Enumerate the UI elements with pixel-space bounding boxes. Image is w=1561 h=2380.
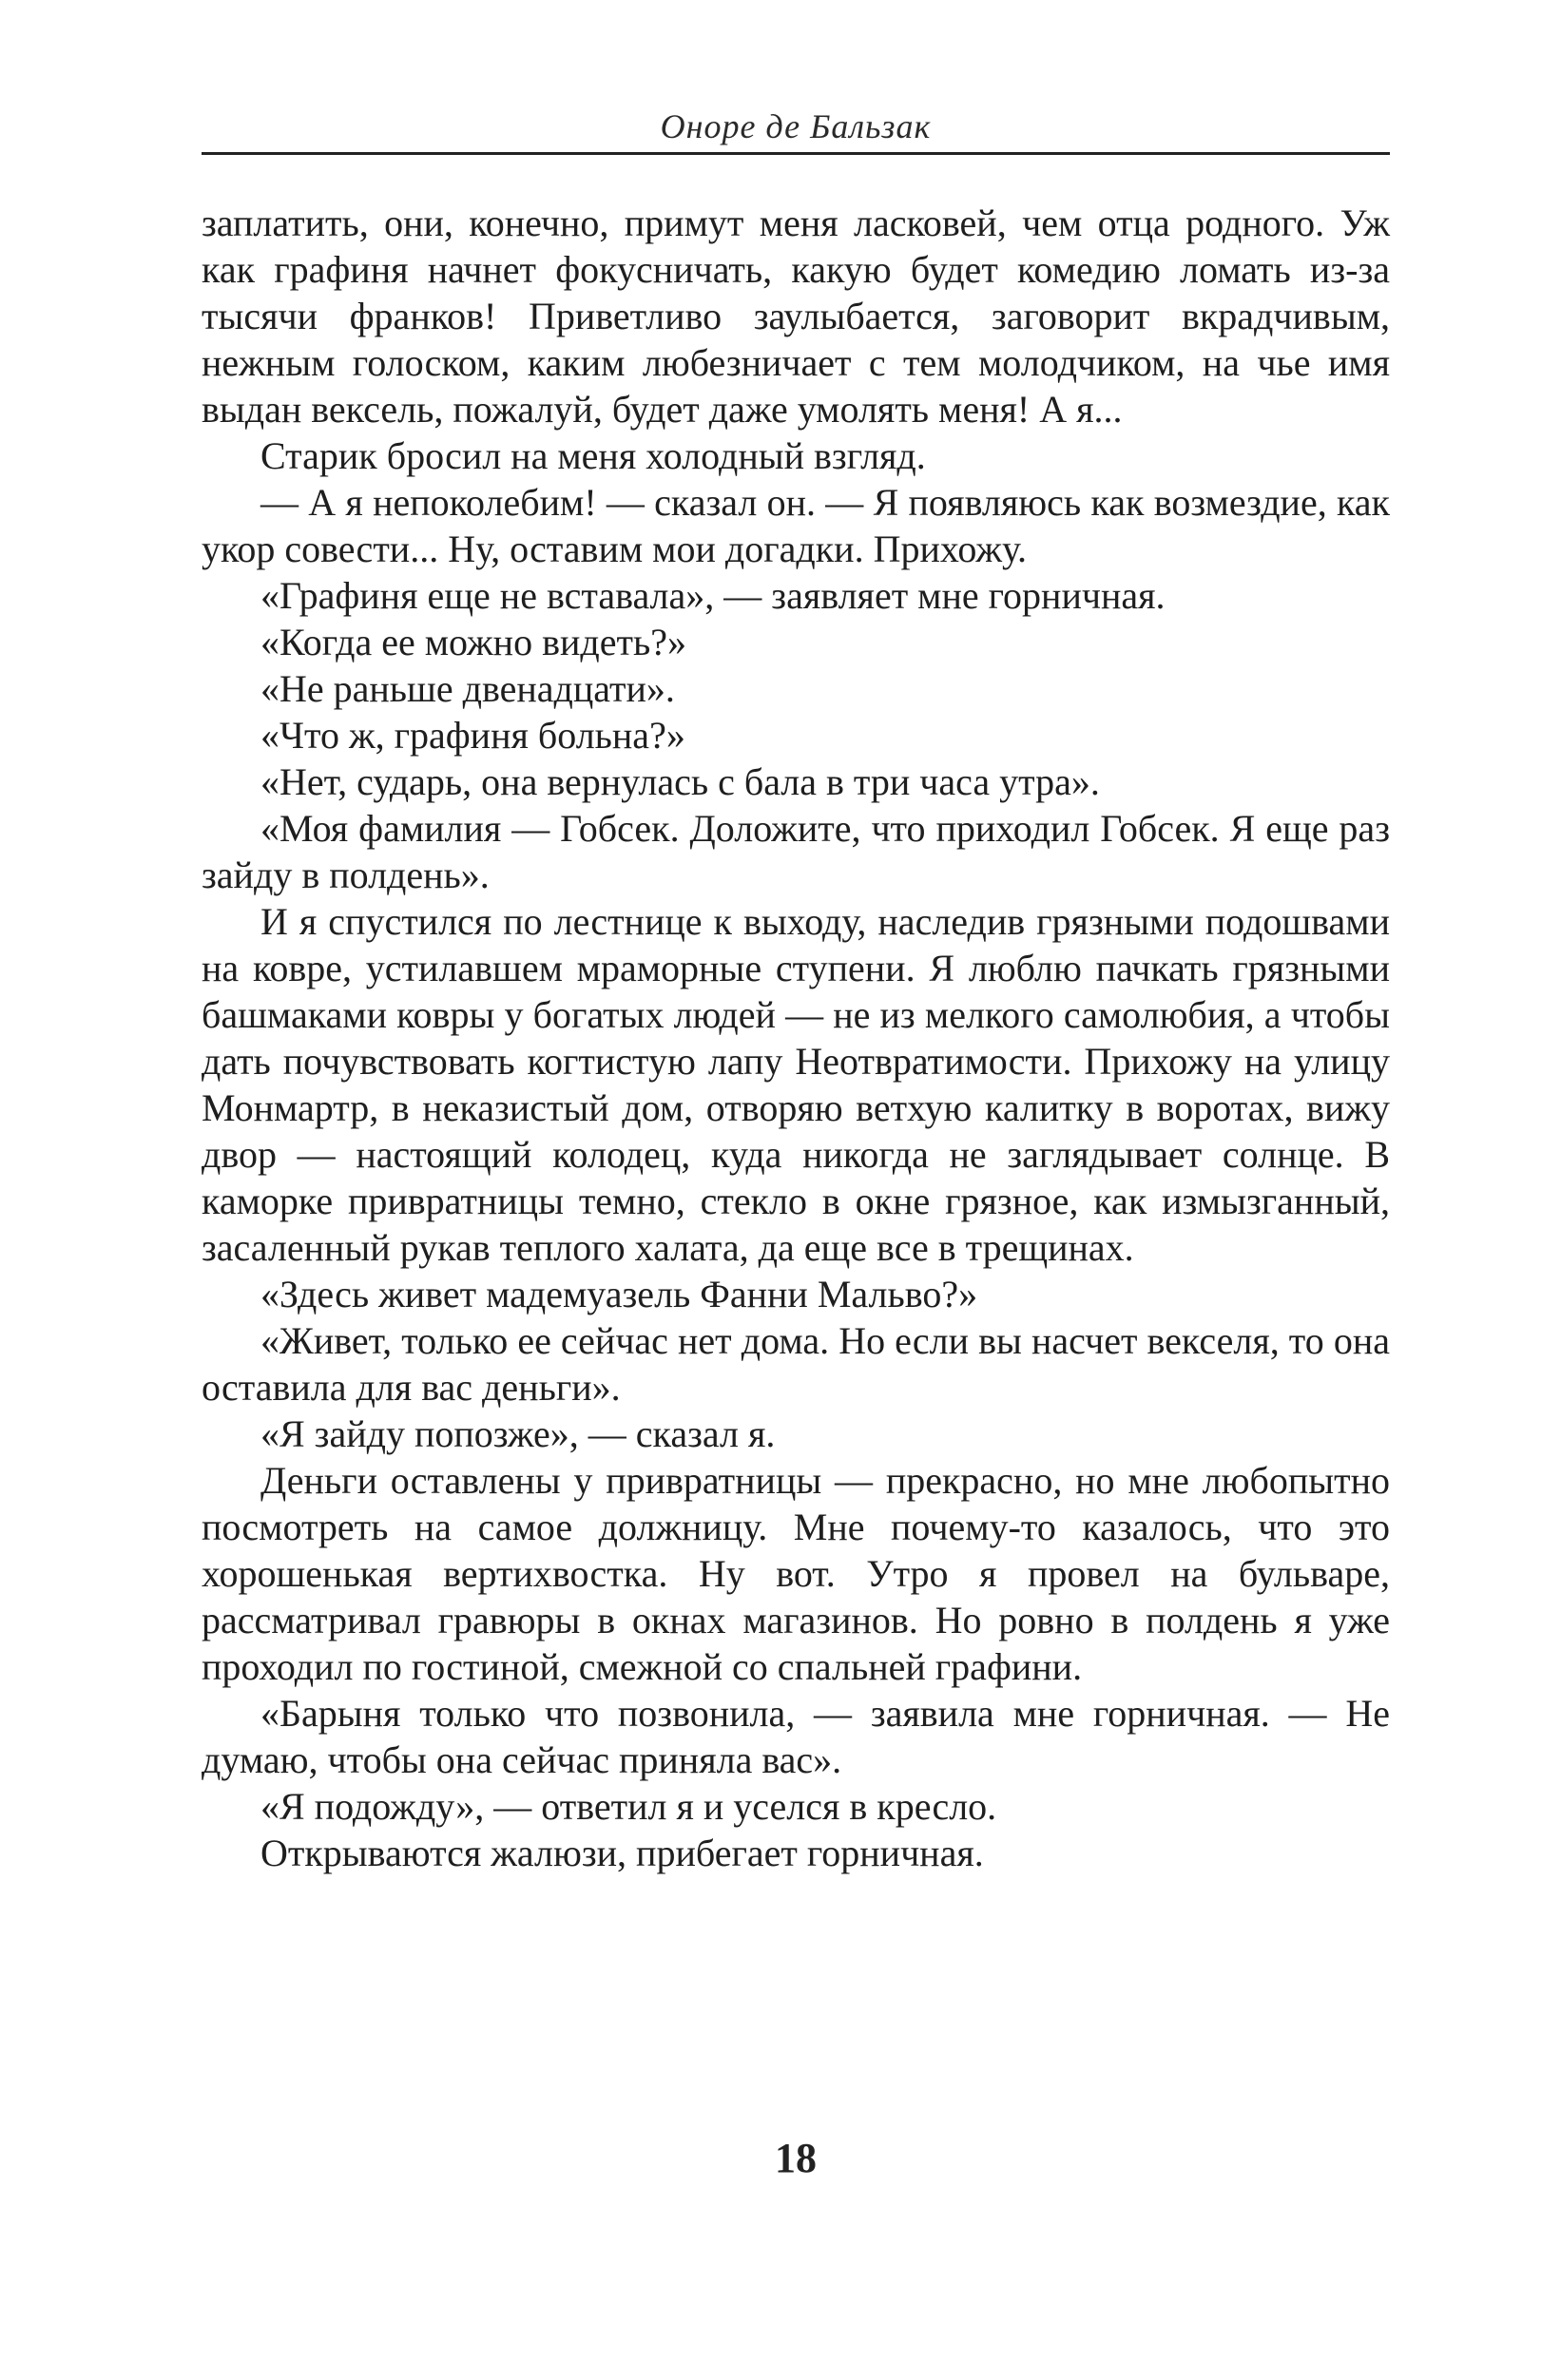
paragraph: Деньги оставлены у привратницы — прекрасно, но мне любопытно посмотреть на самое должницу. Мне почему-то казалось, что это хорошенькая вертихвостка. Ну вот. Утро я провел на бульваре, рассматривал гравюры в окнах магазинов. Но ровно в полдень я уже проходил по гостиной, смежной со спальней графини. xyxy=(202,1459,1390,1688)
paragraph: «Когда ее можно видеть?» xyxy=(260,621,686,663)
paragraph: «Нет, сударь, она вернулась с бала в три часа утра». xyxy=(260,760,1100,803)
paragraph: «Не раньше двенадцати». xyxy=(260,667,675,710)
paragraph: «Графиня еще не вставала», — заявляет мне горничная. xyxy=(260,574,1166,617)
paragraph: «Я зайду попозже», — сказал я. xyxy=(260,1412,776,1455)
paragraph: И я спустился по лестнице к выходу, наследив грязными подошвами на ковре, устилавшем мраморные ступени. Я люблю пачкать грязными башмаками ковры у богатых людей — не из мелкого самолюбия, а чтобы дать почувствовать когтистую лапу Неотвратимости. Прихожу на улицу Монмартр, в неказистый дом, отворяю ветхую калитку в воротах, вижу двор — настоящий колодец, куда никогда не заглядывает солнце. В каморке привратницы темно, стекло в окне грязное, как измызганный, засаленный рукав теплого халата, да еще все в трещинах. xyxy=(202,900,1390,1269)
body-text xyxy=(202,200,1390,1876)
page-number: 18 xyxy=(775,2135,817,2181)
paragraph: Старик бросил на меня холодный взгляд. xyxy=(260,434,926,477)
paragraph: Открываются жалюзи, прибегает горничная. xyxy=(260,1832,984,1874)
header-rule xyxy=(202,152,1390,155)
paragraph: — А я непоколебим! — сказал он. — Я появляюсь как возмездие, как укор совести... Ну, оставим мои догадки. Прихожу. xyxy=(202,481,1390,570)
paragraph: «Что ж, графиня больна?» xyxy=(260,714,685,757)
paragraph: «Барыня только что позвонила, — заявила мне горничная. — Не думаю, чтобы она сейчас приняла вас». xyxy=(202,1692,1390,1781)
paragraph: «Живет, только ее сейчас нет дома. Но если вы насчет векселя, то она оставила для вас деньги». xyxy=(202,1319,1390,1409)
paragraph: «Здесь живет мадемуазель Фанни Мальво?» xyxy=(260,1273,978,1315)
paragraph: «Я подожду», — ответил я и уселся в кресло. xyxy=(260,1785,997,1828)
running-head-author: Оноре де Бальзак xyxy=(660,107,932,145)
paragraph: «Моя фамилия — Гобсек. Доложите, что приходил Гобсек. Я еще раз зайду в полдень». xyxy=(202,807,1390,896)
paragraph: заплатить, они, конечно, примут меня ласковей, чем отца родного. Уж как графиня начнет фокусничать, какую будет комедию ломать из-за тысячи франков! Приветливо заулыбается, заговорит вкрадчивым, нежным голоском, каким любезничает с тем молодчиком, на чье имя выдан вексель, пожалуй, будет даже умолять меня! А я... xyxy=(202,202,1390,431)
